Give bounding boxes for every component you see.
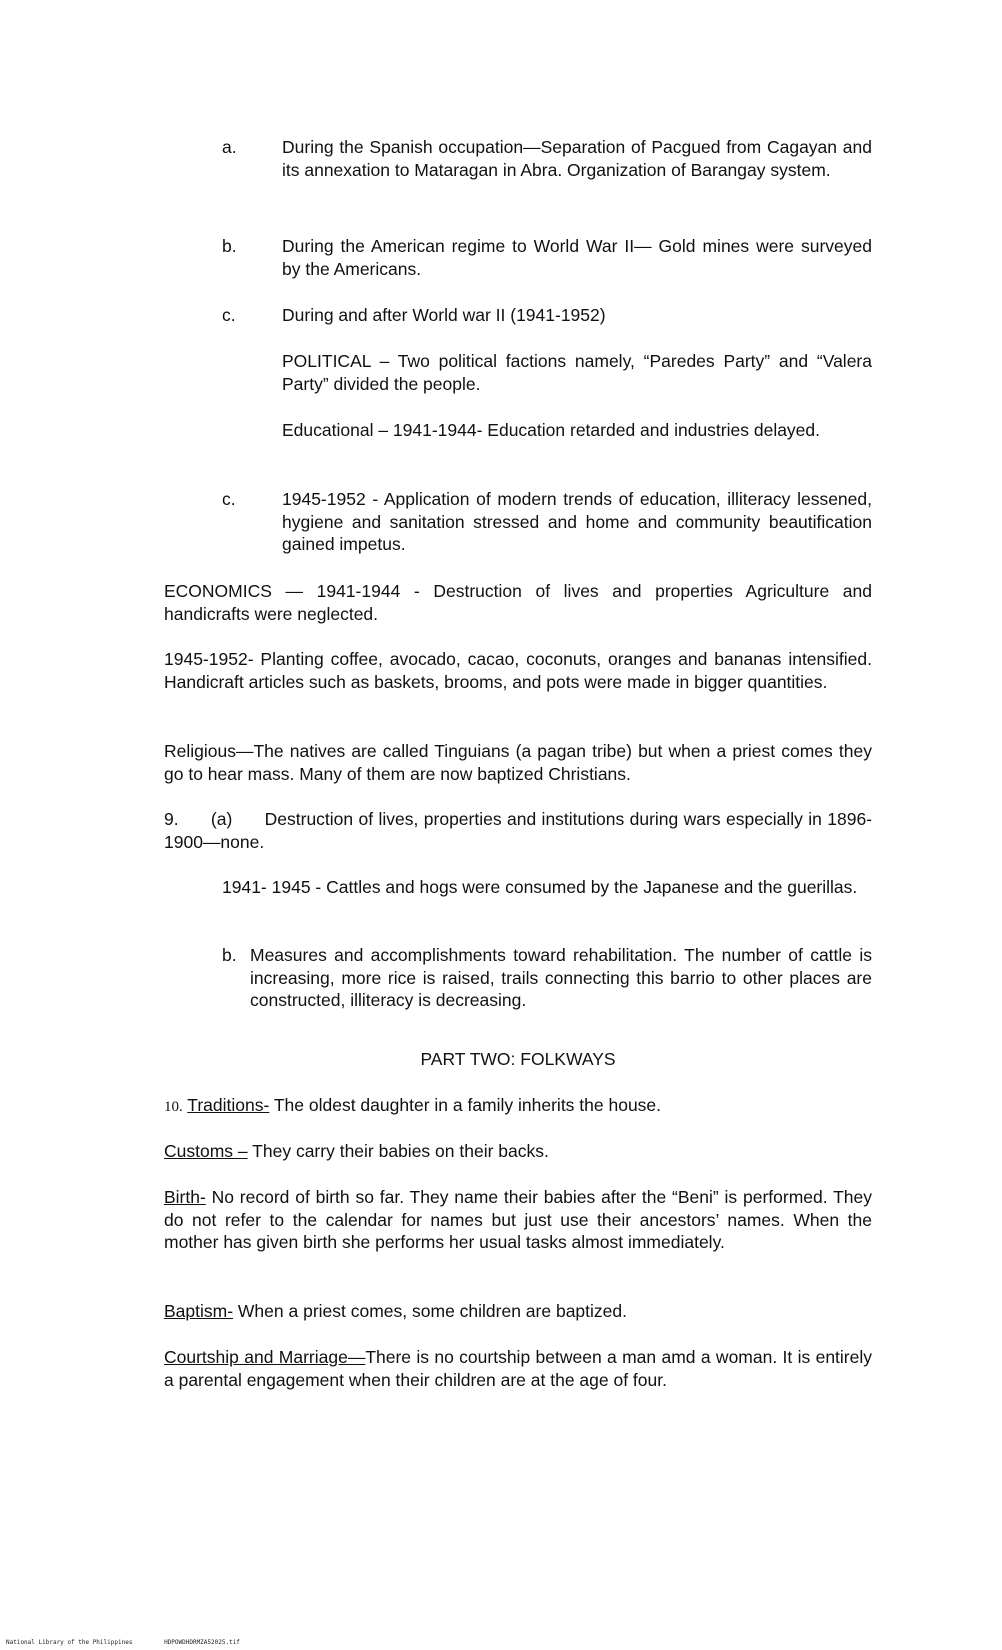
traditions-text: The oldest daughter in a family inherits the house.: [269, 1095, 662, 1115]
list-item-text: During the American regime to World War II— Gold mines were surveyed by the Americans.: [282, 236, 872, 279]
traditions-paragraph: [164, 1094, 872, 1119]
birth-label: Birth-: [164, 1187, 206, 1207]
list-marker: b.: [222, 945, 237, 965]
courtship-label: Courtship and Marriage—: [164, 1347, 366, 1367]
political-paragraph: POLITICAL – Two political factions namely, “Paredes Party” and “Valera Party” divided the people.: [282, 351, 872, 394]
baptism-text: When a priest comes, some children are baptized.: [233, 1301, 627, 1321]
part-two-heading: PART TWO: FOLKWAYS: [420, 1049, 616, 1069]
planting-paragraph: 1945-1952- Planting coffee, avocado, cacao, coconuts, oranges and bananas intensified. Handicraft articles such as baskets, brooms, and pots were made in bigger quantities.: [164, 649, 872, 692]
list-marker: c.: [222, 305, 236, 325]
baptism-paragraph: [164, 1300, 872, 1323]
customs-text: They carry their babies on their backs.: [247, 1141, 549, 1161]
footer-library: National Library of the Philippines: [6, 1639, 133, 1646]
birth-text: No record of birth so far. They name their babies after the “Beni” is performed. They do not refer to the calendar for names but just use their ancestors’ names. When the mother has given birth she performs her usual tasks almost immediately.: [164, 1187, 872, 1252]
religious-paragraph: Religious—The natives are called Tinguians (a pagan tribe) but when a priest comes they go to hear mass. Many of them are now baptized Christians.: [164, 741, 872, 784]
list-item-text: During the Spanish occupation—Separation of Pacgued from Cagayan and its annexation to Mataragan in Abra. Organization of Barangay system.: [282, 137, 872, 180]
traditions-number: 10.: [164, 1099, 183, 1115]
customs-paragraph: [164, 1140, 872, 1163]
economics-paragraph: ECONOMICS — 1941-1944 - Destruction of lives and properties Agriculture and handicrafts were neglected.: [164, 581, 872, 624]
list-marker: c.: [222, 489, 236, 509]
courtship-paragraph: [164, 1346, 872, 1391]
list-marker: a.: [222, 137, 237, 157]
list-item-text: Measures and accomplishments toward rehabilitation. The number of cattle is increasing, more rice is raised, trails connecting this barrio to other places are constructed, illiteracy is decreasing.: [250, 945, 872, 1010]
baptism-label: Baptism-: [164, 1301, 234, 1321]
cattles-paragraph: 1941- 1945 - Cattles and hogs were consumed by the Japanese and the guerillas.: [222, 877, 858, 897]
birth-paragraph: [164, 1186, 872, 1254]
traditions-label: Traditions-: [187, 1095, 270, 1115]
scan-footer: [6, 1639, 268, 1646]
list-marker: b.: [222, 236, 237, 256]
list-item-text: During and after World war II (1941-1952): [282, 305, 606, 325]
customs-label: Customs –: [164, 1141, 248, 1161]
item-9-paragraph: 9. (a) Destruction of lives, properties and institutions during wars especially in 1896-1900—none.: [164, 809, 872, 852]
footer-file-id: HDPOWDHDRMZA52025.tif: [164, 1639, 240, 1646]
educational-paragraph: Educational – 1941-1944- Education retarded and industries delayed.: [282, 420, 821, 440]
list-item-text: 1945-1952 - Application of modern trends of education, illiteracy lessened, hygiene and sanitation stressed and home and community beautification gained impetus.: [282, 489, 872, 554]
courtship-text: There is no courtship between a man amd a woman. It is entirely a parental engagement when their children are at the age of four.: [164, 1347, 872, 1390]
